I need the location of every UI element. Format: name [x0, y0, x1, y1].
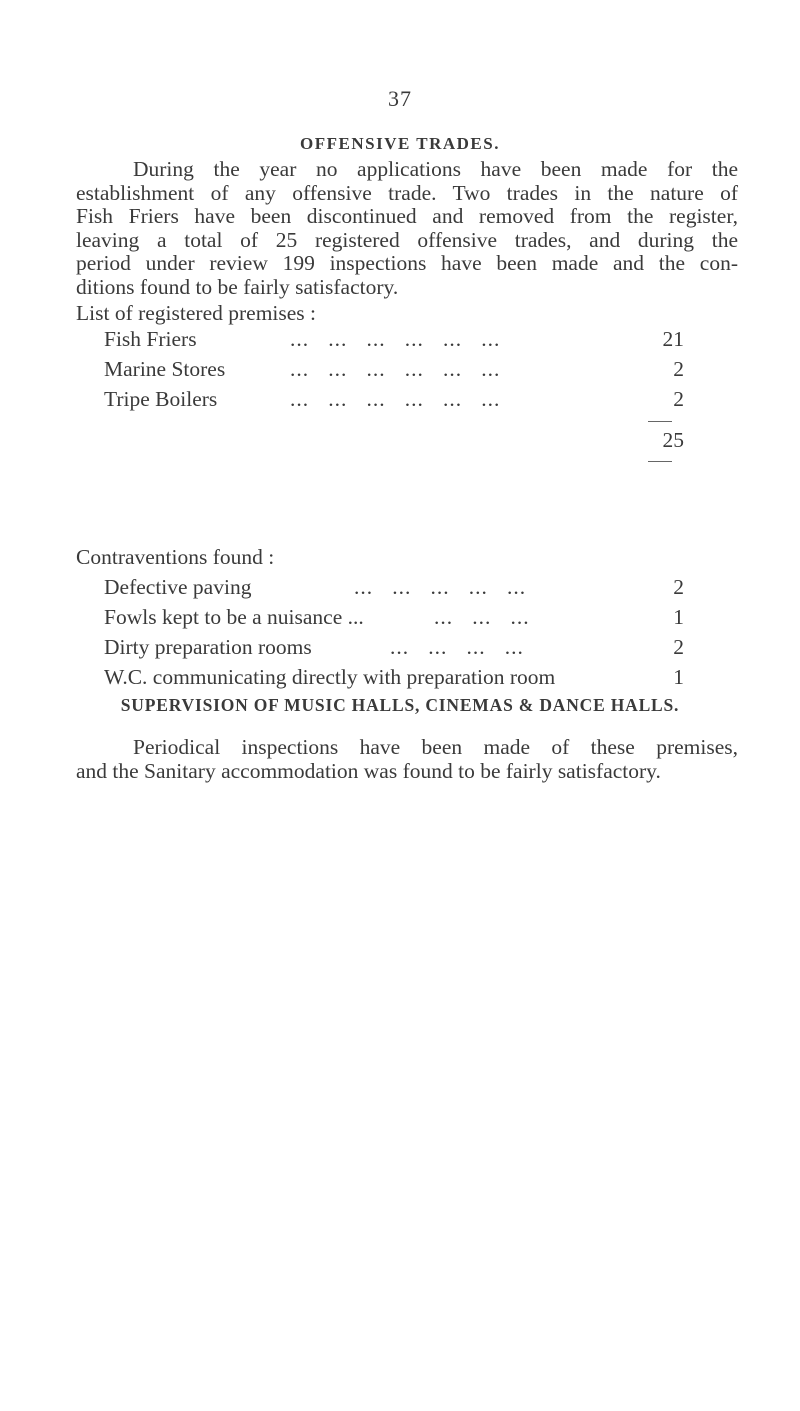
contraventions-heading: Contraventions found : — [76, 545, 275, 569]
premises-count: 2 — [673, 387, 684, 411]
premises-total: 25 — [662, 428, 684, 452]
leader-dots: ... ... ... — [434, 605, 530, 629]
paragraph-line: During the year no applications have been made for the — [133, 157, 738, 181]
leader-dots: ... ... ... ... ... — [354, 575, 527, 599]
supervision-heading: SUPERVISION OF MUSIC HALLS, CINEMAS & DANCE HALLS. — [120, 695, 680, 715]
paragraph-line: Fish Friers have been discontinued and removed from the register, — [76, 204, 738, 228]
premises-list-heading: List of registered premises : — [76, 301, 317, 325]
paragraph-line: Periodical inspections have been made of these premises, — [133, 735, 738, 759]
contravention-label: Fowls kept to be a nuisance ... — [104, 605, 364, 629]
contravention-count: 2 — [673, 575, 684, 599]
premises-row — [104, 327, 684, 353]
supervision-paragraph — [76, 736, 738, 783]
premises-label: Fish Friers — [104, 327, 197, 351]
offensive-trades-heading: OFFENSIVE TRADES. — [300, 134, 500, 153]
paragraph-line: leaving a total of 25 registered offensive trades, and during the — [76, 227, 738, 252]
contravention-count: 1 — [673, 665, 684, 689]
paragraph-line: establishment of any offensive trade. Two trades in the nature of — [76, 180, 738, 205]
premises-count: 21 — [662, 327, 684, 351]
premises-count: 2 — [673, 357, 684, 381]
contravention-count: 1 — [673, 605, 684, 629]
premises-label: Marine Stores — [104, 357, 226, 381]
premises-row — [104, 357, 684, 383]
premises-row — [104, 387, 684, 413]
contravention-label: Dirty preparation rooms — [104, 635, 312, 659]
total-rule-top — [648, 421, 672, 422]
offensive-trades-paragraph — [76, 158, 738, 299]
total-rule-bottom — [648, 461, 672, 462]
contravention-count: 2 — [673, 635, 684, 659]
contravention-row — [104, 605, 684, 631]
leader-dots: ... ... ... ... — [390, 635, 524, 659]
page-number: 37 — [388, 86, 412, 111]
contravention-row — [104, 575, 684, 601]
contravention-row — [104, 665, 684, 691]
paragraph-line: period under review 199 inspections have been made and the con- — [76, 251, 738, 275]
paragraph-line: ditions found to be fairly satisfactory. — [76, 274, 399, 299]
leader-dots: ... ... ... ... ... ... — [290, 357, 501, 381]
contravention-label: W.C. communicating directly with preparation room — [104, 665, 556, 689]
leader-dots: ... ... ... ... ... ... — [290, 387, 501, 411]
contravention-label: Defective paving — [104, 575, 252, 599]
premises-label: Tripe Boilers — [104, 387, 218, 411]
paragraph-line: and the Sanitary accommodation was found to be fairly satisfactory. — [76, 758, 661, 783]
leader-dots: ... ... ... ... ... ... — [290, 327, 501, 351]
contravention-row — [104, 635, 684, 661]
